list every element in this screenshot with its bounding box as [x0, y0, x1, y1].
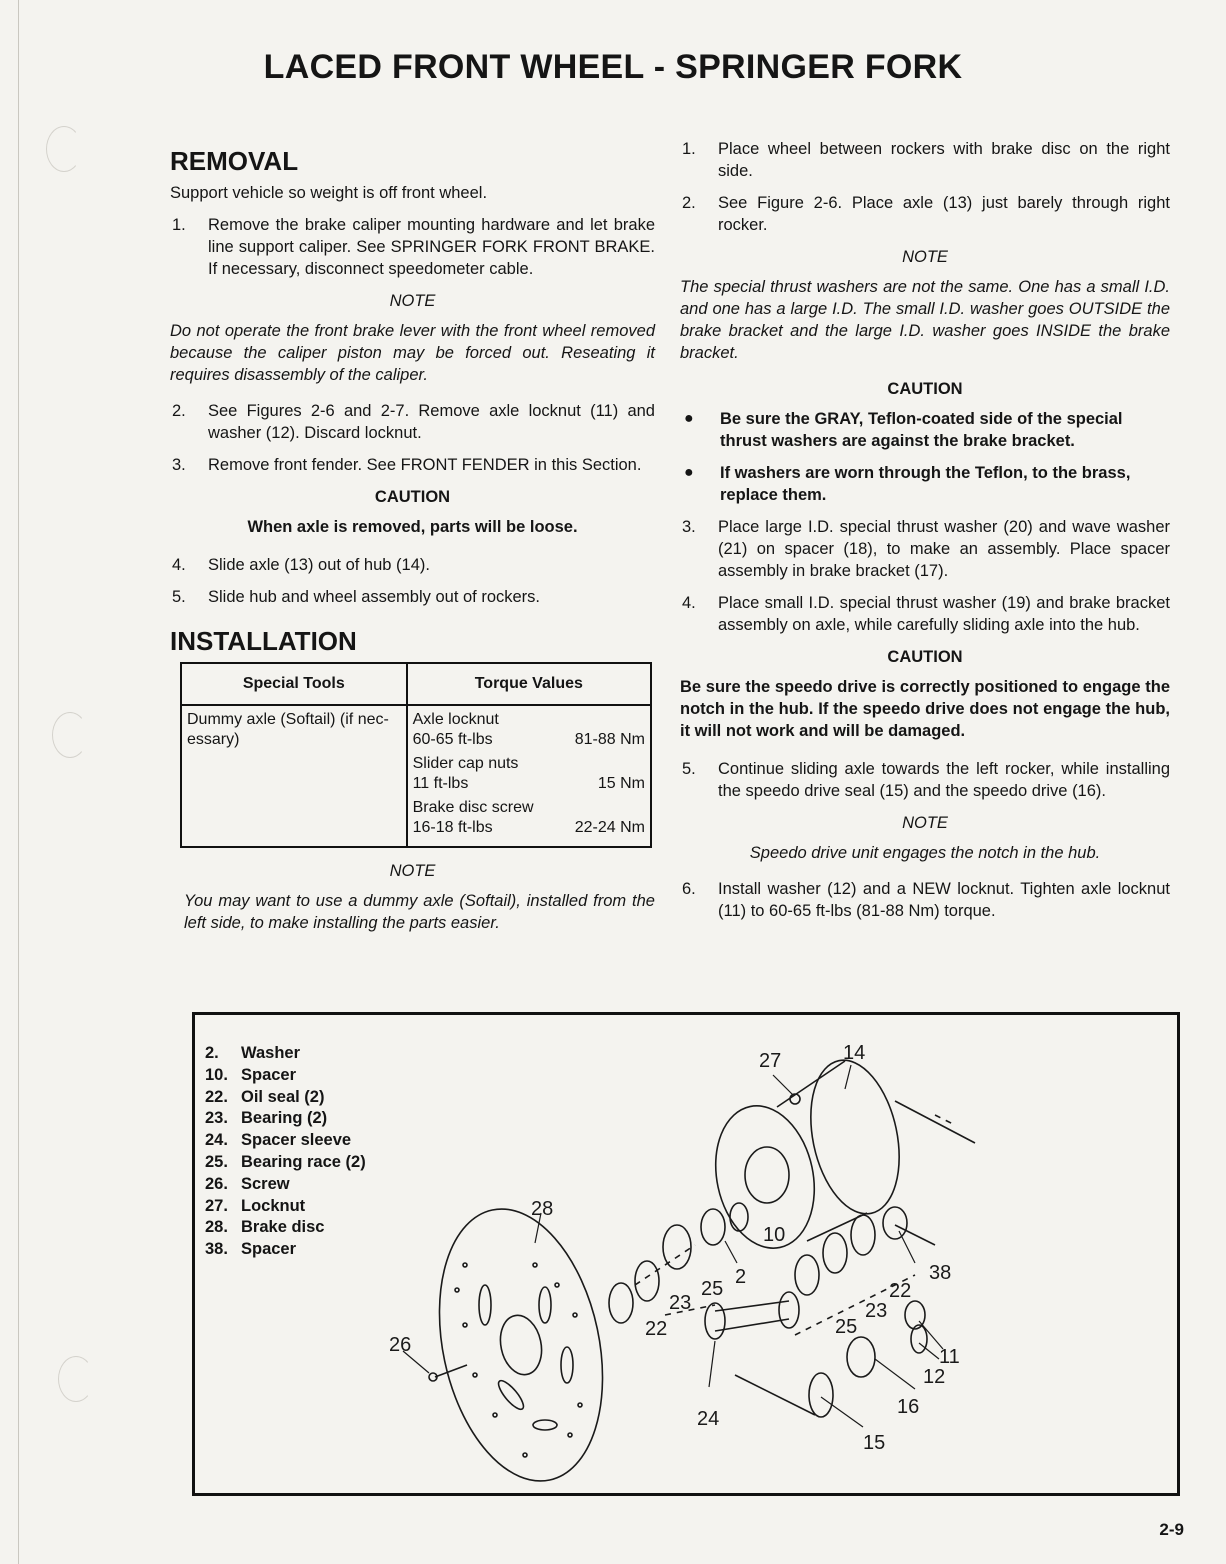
caution-bullet [680, 408, 1170, 452]
legend-label: Locknut [241, 1196, 306, 1215]
brake-disc-drawing [416, 1194, 626, 1493]
leader-lines [403, 1065, 946, 1427]
step-text: Remove front fender. See FRONT FENDER in this Section. [208, 456, 642, 474]
screw-drawing [435, 1365, 467, 1377]
torque-item [413, 710, 645, 750]
legend-label: Spacer [241, 1240, 297, 1259]
step-text: See Figure 2-6. Place axle (13) just barely through right rocker. [718, 194, 1170, 234]
legend-number: 2. [205, 1044, 219, 1062]
legend-number: 22. [205, 1087, 228, 1106]
exploded-view-figure [192, 1012, 1180, 1496]
legend-label: Bearing (2) [241, 1109, 328, 1128]
note-text: Speedo drive unit engages the notch in the hub. [749, 844, 1101, 862]
punch-hole [52, 712, 88, 758]
step-number: 6. [682, 880, 696, 898]
callout-label: 27 [759, 1050, 782, 1072]
torque-cell [407, 705, 651, 847]
step-text: Place small I.D. special thrust washer (19) and brake bracket assembly on axle, while carefully sliding axle into the hub. [718, 594, 1170, 634]
note-text: You may want to use a dummy axle (Softail), installed from the left side, to make installing the parts easier. [184, 892, 655, 932]
note-heading: NOTE [389, 292, 436, 310]
legend-number: 28. [205, 1218, 228, 1237]
removal-step [170, 454, 655, 476]
table-header-torque: Torque Values [407, 663, 651, 705]
callout-label: 15 [863, 1432, 886, 1454]
torque-nm: 81-88 Nm [574, 731, 645, 748]
callout-label: 14 [843, 1042, 866, 1064]
legend-label: Spacer sleeve [241, 1131, 352, 1150]
caution-text: When axle is removed, parts will be loose. [247, 518, 578, 536]
tools-table [180, 662, 652, 848]
page-number: 2-9 [1159, 1520, 1184, 1539]
callout-label: 23 [865, 1300, 888, 1322]
bullet-icon: ● [684, 464, 694, 481]
note-text: The special thrust washers are not the same. One has a small I.D. and one has a large I.D. The small I.D. washer goes OUTSIDE the brake bracket and the large I.D. washer goes INSIDE the brake bracket. [680, 278, 1170, 362]
callout-label: 26 [389, 1334, 412, 1356]
torque-item [413, 798, 645, 838]
right-column [680, 138, 1170, 932]
callout-label: 22 [645, 1318, 668, 1340]
note-heading: NOTE [389, 862, 436, 880]
step-number: 1. [172, 216, 186, 234]
callout-label: 10 [763, 1224, 786, 1246]
legend-number: 10. [205, 1065, 228, 1084]
callout-label: 11 [939, 1346, 960, 1368]
callout-label: 23 [669, 1292, 692, 1314]
callout-label: 16 [897, 1396, 920, 1418]
install-step [680, 138, 1170, 182]
step-text: Slide axle (13) out of hub (14). [208, 556, 430, 574]
installation-heading: INSTALLATION [170, 626, 357, 656]
legend-label: Bearing race (2) [241, 1152, 366, 1171]
torque-nm: 15 Nm [597, 775, 645, 792]
removal-heading: REMOVAL [170, 146, 299, 176]
tool-cell: Dummy axle (Softail) (if nec-essary) [181, 705, 407, 847]
legend-label: Washer [241, 1044, 300, 1062]
note-heading: NOTE [902, 248, 948, 266]
legend-label: Brake disc [241, 1218, 325, 1237]
callout-label: 2 [735, 1266, 747, 1288]
step-text: Slide hub and wheel assembly out of rockers. [208, 588, 541, 606]
bullet-text: If washers are worn through the Teflon, to the brass, replace them. [720, 464, 1131, 504]
step-text: Continue sliding axle towards the left rocker, while installing the speedo drive seal (15) and the speedo drive (16). [718, 760, 1170, 800]
removal-intro: Support vehicle so weight is off front wheel. [170, 184, 488, 202]
caution-text: Be sure the speedo drive is correctly positioned to engage the notch in the hub. If the speedo drive does not engage the hub, it will not work and will be damaged. [680, 678, 1170, 740]
step-number: 2. [172, 402, 186, 420]
torque-name: Slider cap nuts [412, 755, 519, 772]
legend-label: Screw [241, 1174, 290, 1193]
callout-numbers [389, 1042, 960, 1454]
install-step [680, 192, 1170, 236]
legend-number: 23. [205, 1109, 228, 1128]
callout-label: 28 [531, 1198, 554, 1220]
step-text: Place wheel between rockers with brake disc on the right side. [718, 140, 1170, 180]
step-number: 1. [682, 140, 696, 158]
removal-step [170, 400, 655, 444]
callout-label: 25 [835, 1316, 858, 1338]
removal-step [170, 586, 655, 608]
callout-label: 38 [929, 1262, 952, 1284]
callout-label: 25 [701, 1278, 724, 1300]
install-step [680, 758, 1170, 802]
step-number: 4. [172, 556, 186, 574]
exploded-drawing [195, 1015, 1177, 1493]
install-step [680, 516, 1170, 582]
left-column [170, 146, 655, 948]
caution-heading: CAUTION [887, 380, 963, 398]
bullet-text: Be sure the GRAY, Teflon-coated side of the special thrust washers are against the brake bracket. [720, 410, 1123, 450]
torque-nm: 22-24 Nm [574, 819, 645, 836]
legend-number: 27. [205, 1196, 228, 1215]
punch-hole [58, 1356, 94, 1402]
step-number: 5. [682, 760, 696, 778]
step-text: See Figures 2-6 and 2-7. Remove axle locknut (11) and washer (12). Discard locknut. [208, 402, 655, 442]
table-header-tools: Special Tools [181, 663, 407, 705]
legend-label: Spacer [241, 1065, 297, 1084]
note-text: Do not operate the front brake lever with the front wheel removed because the caliper piston may be forced out. Reseating it requires disassembly of the caliper. [170, 322, 655, 384]
step-text: Install washer (12) and a NEW locknut. Tighten axle locknut (11) to 60-65 ft-lbs (81-88 Nm) torque. [718, 880, 1170, 920]
caution-heading: CAUTION [374, 488, 451, 506]
legend-label: Oil seal (2) [241, 1087, 325, 1106]
torque-name: Axle locknut [412, 711, 499, 728]
caution-heading: CAUTION [887, 648, 963, 666]
torque-item [413, 754, 645, 794]
step-number: 3. [682, 518, 696, 536]
step-number: 4. [682, 594, 696, 612]
legend-number: 25. [205, 1152, 228, 1171]
torque-ftlbs: 16-18 ft-lbs [412, 819, 493, 836]
step-number: 5. [172, 588, 186, 606]
step-text: Remove the brake caliper mounting hardware and let brake line support caliper. See SPRINGER FORK FRONT BRAKE. If necessary, disconnect speedometer cable. [208, 216, 655, 278]
hub-drawing [703, 1052, 975, 1257]
install-step [680, 878, 1170, 922]
install-step [680, 592, 1170, 636]
torque-ftlbs: 60-65 ft-lbs [412, 731, 493, 748]
callout-label: 12 [923, 1366, 946, 1388]
legend-number: 38. [205, 1240, 228, 1259]
binding-edge [18, 0, 19, 1564]
step-number: 3. [172, 456, 186, 474]
torque-name: Brake disc screw [412, 799, 534, 816]
callout-label: 24 [697, 1408, 720, 1430]
step-number: 2. [682, 194, 696, 212]
torque-ftlbs: 11 ft-lbs [412, 775, 469, 792]
callout-label: 22 [889, 1280, 912, 1302]
punch-hole [46, 126, 82, 172]
step-text: Place large I.D. special thrust washer (20) and wave washer (21) on spacer (18), to make an assembly. Place spacer assembly in brake bracket (17). [718, 518, 1170, 580]
removal-step [170, 214, 655, 280]
caution-bullet [680, 462, 1170, 506]
note-heading: NOTE [902, 814, 948, 832]
page-title: LACED FRONT WHEEL - SPRINGER FORK [263, 48, 963, 86]
legend-number: 26. [205, 1174, 228, 1193]
bullet-icon: ● [684, 410, 694, 427]
legend-number: 24. [205, 1131, 228, 1150]
removal-step [170, 554, 655, 576]
